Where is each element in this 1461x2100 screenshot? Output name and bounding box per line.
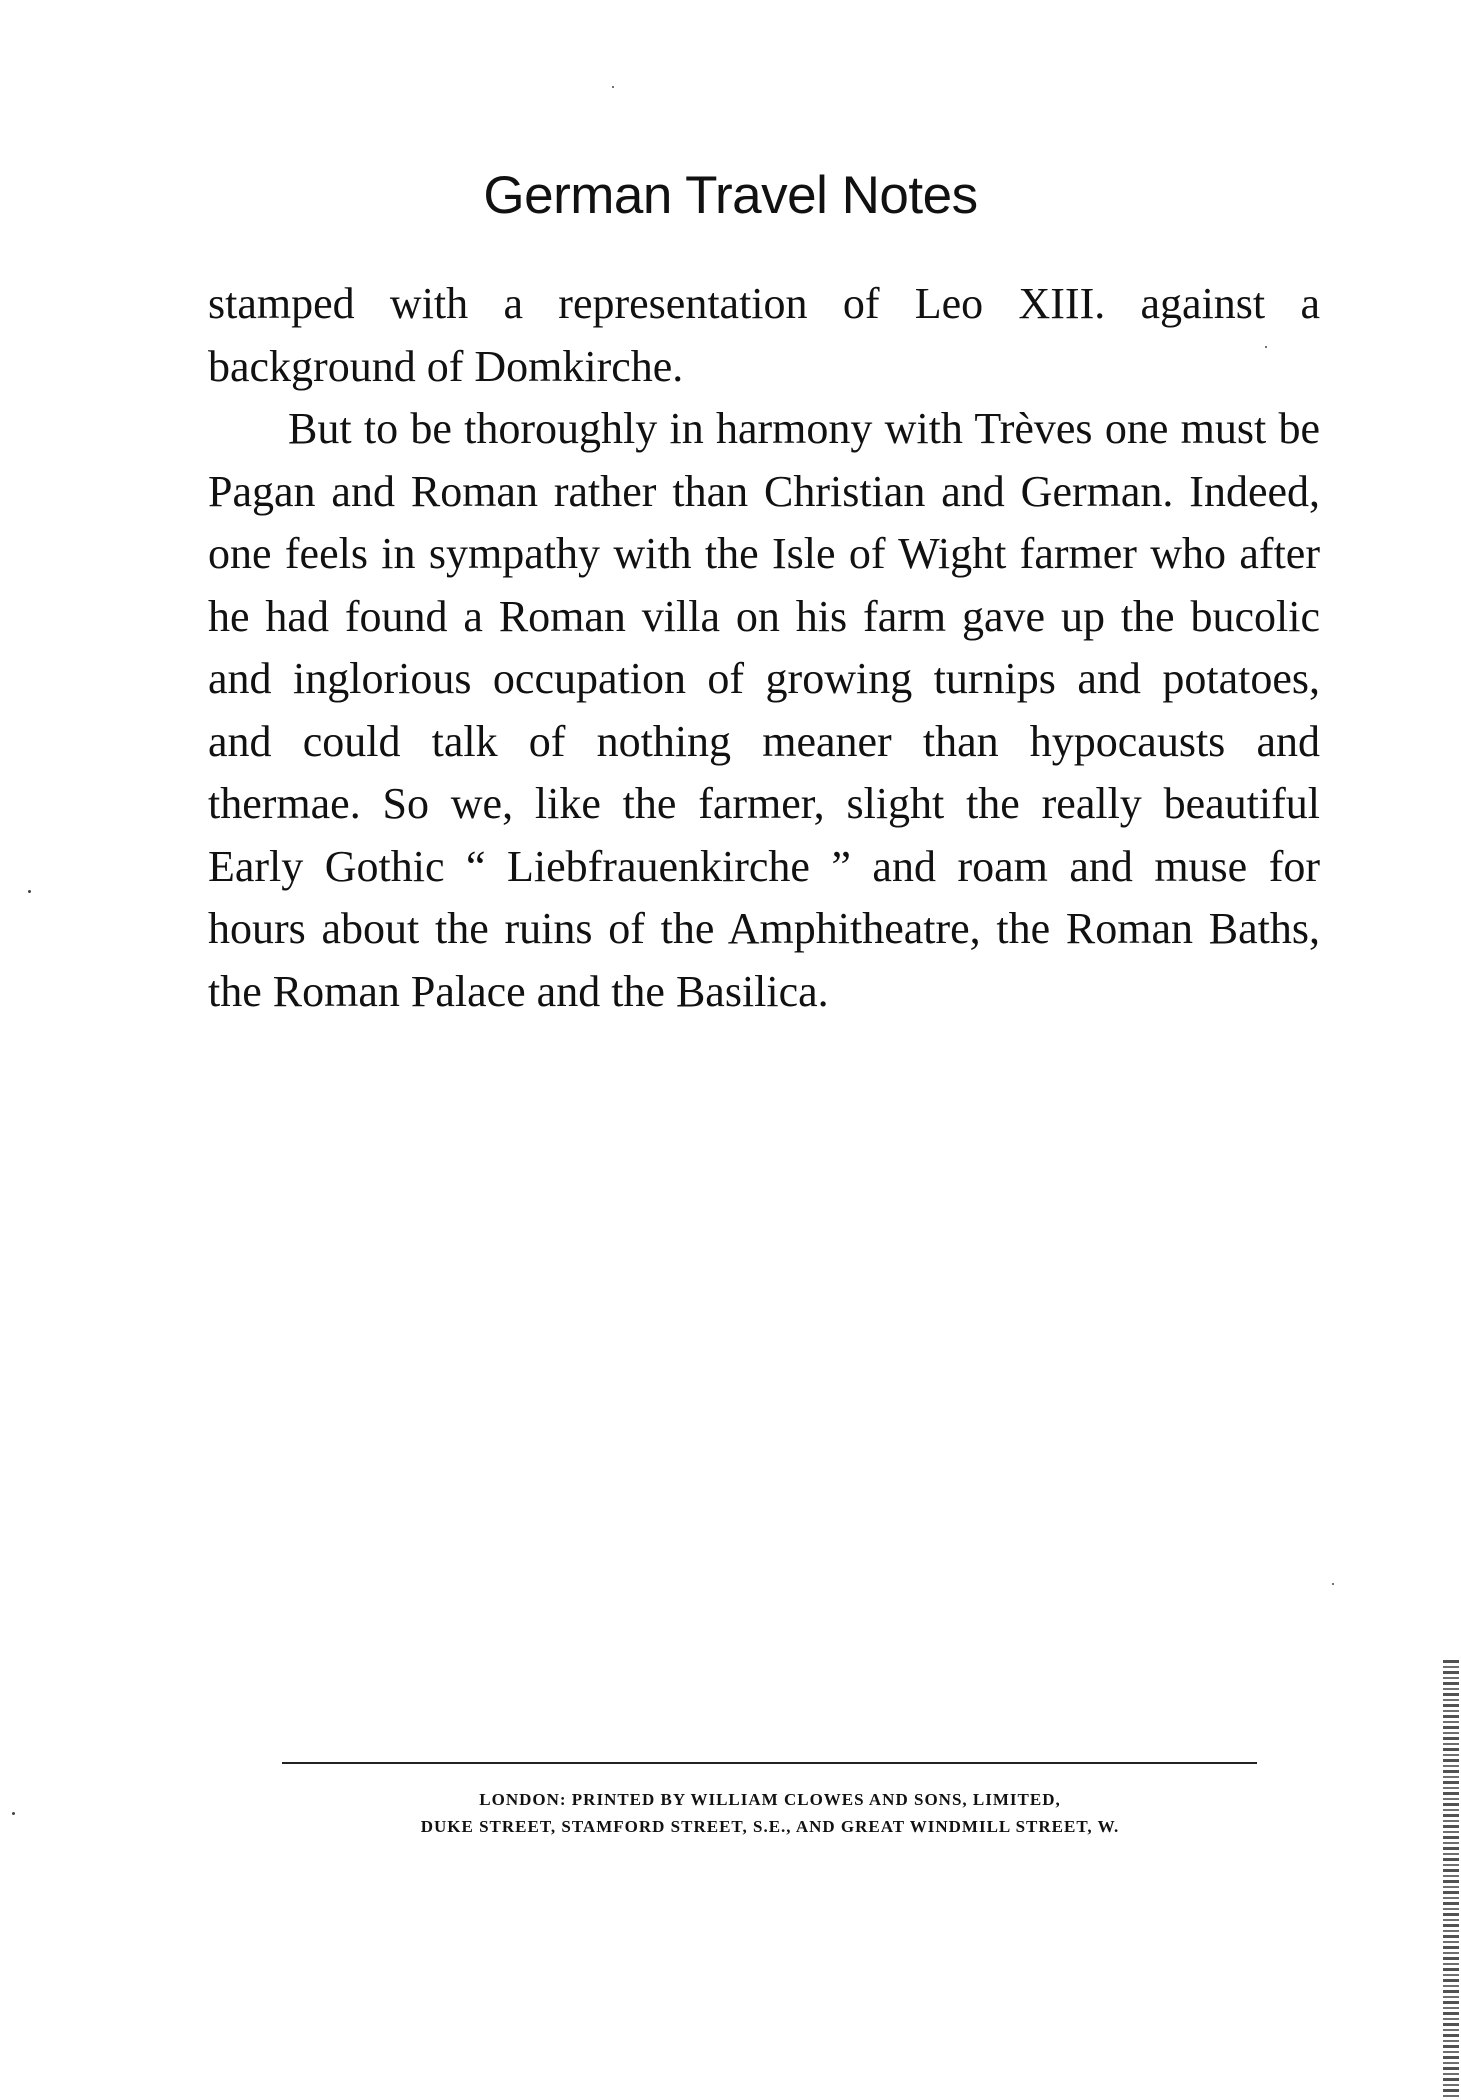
imprint-rule (282, 1762, 1257, 1764)
paragraph: But to be thoroughly in harmony with Trèves one must be Pagan and Roman rather than Christian and German. Indeed, one feels in sympathy with the Isle of Wight farmer who after he had found a Roman villa on his farm gave up the bucolic and inglorious occupation of growing turnips and potatoes, and could talk of nothing meaner than hypocausts and thermae. So we, like the farmer, slight the really beautiful Early Gothic “ Liebfrauenkirche ” and roam and muse for hours about the ruins of the Amphitheatre, the Roman Baths, the Roman Palace and the Basilica. (208, 404, 1320, 1016)
speck (28, 890, 31, 893)
paragraph-continued: stamped with a representation of Leo XIII. against a background of Domkirche. (208, 279, 1320, 391)
page-edge-shadow (1443, 1660, 1459, 2100)
printer-imprint (240, 1786, 1300, 1840)
speck (612, 86, 614, 88)
speck (12, 1812, 15, 1815)
speck (1332, 1583, 1334, 1585)
running-head: German Travel Notes (483, 166, 978, 225)
imprint-line-2: DUKE STREET, STAMFORD STREET, S.E., AND GREAT WINDMILL STREET, W. (420, 1817, 1120, 1836)
body-text (208, 273, 1320, 1023)
imprint-line-1: LONDON: PRINTED BY WILLIAM CLOWES AND SONS, LIMITED, (479, 1790, 1061, 1809)
speck (1265, 346, 1267, 348)
